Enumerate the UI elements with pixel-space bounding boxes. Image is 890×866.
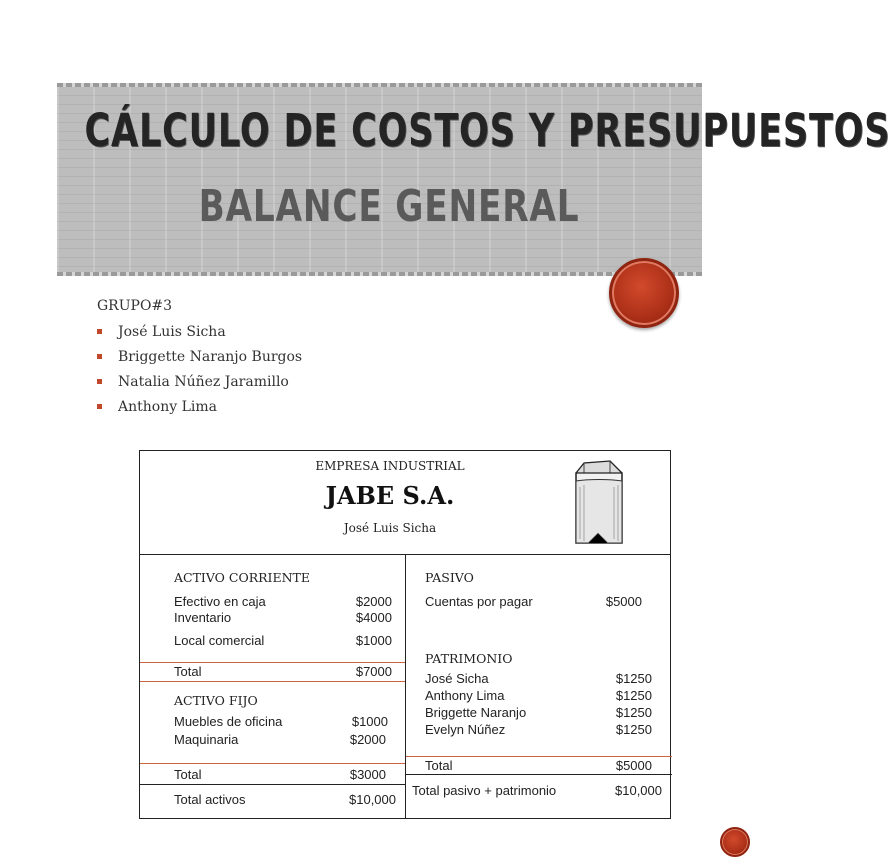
- total-activos-label: Total activos: [174, 792, 246, 807]
- slide-title: CÁLCULO DE COSTOS Y PRESUPUESTOS: [84, 104, 890, 157]
- decorative-circle-icon: [609, 258, 679, 328]
- square-bullet-icon: [97, 329, 102, 334]
- company-name: JABE S.A.: [325, 481, 455, 510]
- group-label: GRUPO#3: [97, 298, 173, 314]
- row-label: Cuentas por pagar: [425, 594, 533, 609]
- total-rule: [406, 774, 672, 775]
- activo-corriente-heading: ACTIVO CORRIENTE: [174, 570, 310, 585]
- member-list: [97, 322, 302, 422]
- total-value: $3000: [349, 767, 386, 782]
- column-divider: [405, 554, 406, 818]
- decorative-circle-icon: [720, 827, 750, 857]
- activo-fijo-heading: ACTIVO FIJO: [174, 693, 258, 708]
- row-value: $1250: [615, 705, 652, 720]
- list-item: [97, 397, 302, 422]
- total-label: Total: [174, 664, 202, 679]
- row-label: Maquinaria: [174, 732, 239, 747]
- total-pasivo-patrimonio-value: $10,000: [615, 783, 662, 798]
- row-value: $1000: [355, 633, 392, 648]
- slide-subtitle: BALANCE GENERAL: [198, 181, 580, 232]
- total-rule: [140, 662, 405, 663]
- row-label: Muebles de oficina: [174, 714, 283, 729]
- member-name: Natalia Núñez Jaramillo: [118, 374, 289, 390]
- row-value: $1250: [615, 722, 652, 737]
- row-label: Briggette Naranjo: [425, 705, 527, 720]
- milk-carton-icon: [564, 459, 632, 547]
- row-label: Inventario: [174, 610, 232, 625]
- square-bullet-icon: [97, 404, 102, 409]
- member-name: Anthony Lima: [118, 399, 217, 415]
- row-label: Efectivo en caja: [174, 594, 266, 609]
- total-rule: [406, 756, 672, 757]
- member-name: Briggette Naranjo Burgos: [118, 349, 303, 365]
- total-rule: [140, 763, 405, 764]
- list-item: [97, 372, 302, 397]
- row-value: $1250: [615, 671, 652, 686]
- total-value: $5000: [615, 758, 652, 773]
- row-value: $4000: [355, 610, 392, 625]
- total-pasivo-patrimonio-label: Total pasivo + patrimonio: [412, 783, 557, 798]
- balance-sheet: [139, 450, 671, 819]
- row-value: $5000: [605, 594, 642, 609]
- member-name: José Luis Sicha: [118, 324, 226, 340]
- total-label: Total: [174, 767, 202, 782]
- pasivo-heading: PASIVO: [425, 570, 474, 585]
- row-value: $1250: [615, 688, 652, 703]
- square-bullet-icon: [97, 354, 102, 359]
- row-label: Anthony Lima: [425, 688, 505, 703]
- row-value: $2000: [349, 732, 386, 747]
- total-rule: [140, 681, 405, 682]
- total-rule: [140, 784, 405, 785]
- square-bullet-icon: [97, 379, 102, 384]
- row-label: Evelyn Núñez: [425, 722, 506, 737]
- responsible-person: José Luis Sicha: [343, 521, 437, 535]
- row-label: José Sicha: [425, 671, 489, 686]
- row-value: $2000: [355, 594, 392, 609]
- list-item: [97, 347, 302, 372]
- list-item: [97, 322, 302, 347]
- patrimonio-heading: PATRIMONIO: [425, 651, 513, 666]
- total-value: $7000: [355, 664, 392, 679]
- row-label: Local comercial: [174, 633, 265, 648]
- row-value: $1000: [351, 714, 388, 729]
- company-type: EMPRESA INDUSTRIAL: [315, 459, 465, 473]
- total-activos-value: $10,000: [349, 792, 396, 807]
- total-label: Total: [425, 758, 453, 773]
